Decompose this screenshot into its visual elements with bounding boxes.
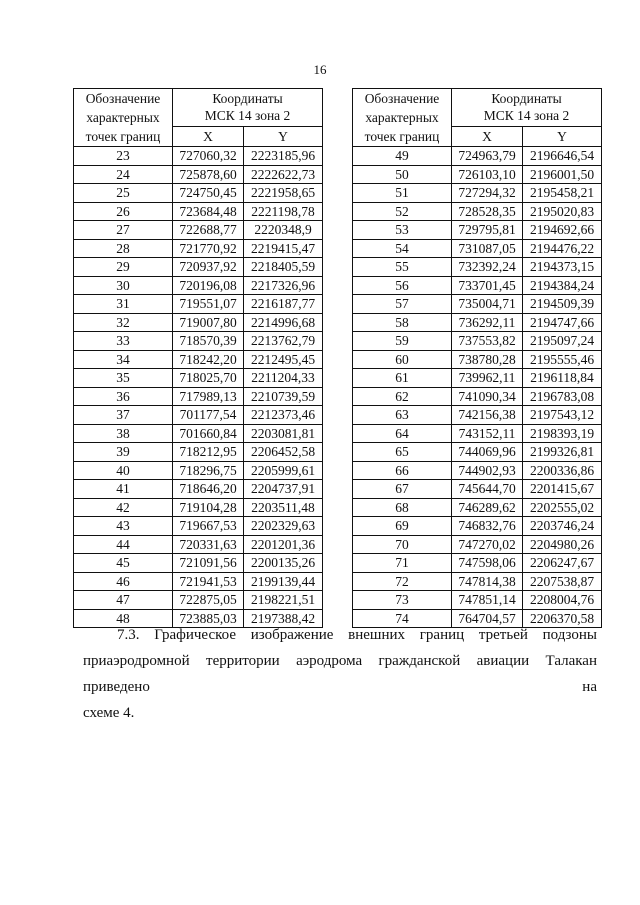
y-coordinate-cell: 2221958,65 [244, 184, 323, 203]
x-column-header: X [452, 126, 523, 146]
table-row [74, 369, 323, 388]
x-coordinate-cell: 733701,45 [452, 276, 523, 295]
point-number-cell: 54 [353, 239, 452, 258]
y-coordinate-cell: 2195458,21 [523, 184, 602, 203]
y-coordinate-cell: 2222622,73 [244, 165, 323, 184]
y-coordinate-cell: 2194509,39 [523, 295, 602, 314]
coordinates-table-right [352, 88, 602, 628]
x-coordinate-cell: 724963,79 [452, 147, 523, 166]
y-coordinate-cell: 2205999,61 [244, 461, 323, 480]
point-number-cell: 24 [74, 165, 173, 184]
x-coordinate-cell: 739962,11 [452, 369, 523, 388]
y-coordinate-cell: 2217326,96 [244, 276, 323, 295]
table-row [74, 239, 323, 258]
table-row [353, 313, 602, 332]
paragraph-line: схеме 4. [83, 705, 135, 721]
paragraph-line: 7.3. Графическое изображение внешних границ третьей подзоны [117, 627, 597, 643]
y-coordinate-cell: 2208004,76 [523, 591, 602, 610]
table-row [74, 221, 323, 240]
y-coordinate-cell: 2214996,68 [244, 313, 323, 332]
x-coordinate-cell: 718296,75 [173, 461, 244, 480]
y-coordinate-cell: 2207538,87 [523, 572, 602, 591]
point-number-cell: 61 [353, 369, 452, 388]
point-number-cell: 35 [74, 369, 173, 388]
x-coordinate-cell: 747270,02 [452, 535, 523, 554]
table-row [353, 202, 602, 221]
table-row [353, 221, 602, 240]
point-number-cell: 34 [74, 350, 173, 369]
y-column-header: Y [523, 126, 602, 146]
table-row [74, 295, 323, 314]
y-coordinate-cell: 2223185,96 [244, 147, 323, 166]
x-coordinate-cell: 725878,60 [173, 165, 244, 184]
x-coordinate-cell: 764704,57 [452, 609, 523, 628]
table-row [74, 276, 323, 295]
y-coordinate-cell: 2196118,84 [523, 369, 602, 388]
y-coordinate-cell: 2194692,66 [523, 221, 602, 240]
x-coordinate-cell: 722688,77 [173, 221, 244, 240]
table-row [74, 406, 323, 425]
x-coordinate-cell: 718025,70 [173, 369, 244, 388]
x-coordinate-cell: 747598,06 [452, 554, 523, 573]
point-number-cell: 26 [74, 202, 173, 221]
y-column-header: Y [244, 126, 323, 146]
table-row [353, 480, 602, 499]
point-number-cell: 36 [74, 387, 173, 406]
y-coordinate-cell: 2210739,59 [244, 387, 323, 406]
y-coordinate-cell: 2212373,46 [244, 406, 323, 425]
table-row [353, 498, 602, 517]
point-number-cell: 43 [74, 517, 173, 536]
x-coordinate-cell: 717989,13 [173, 387, 244, 406]
x-coordinate-cell: 728528,35 [452, 202, 523, 221]
x-coordinate-cell: 722875,05 [173, 591, 244, 610]
section-7-3-paragraph [83, 622, 597, 726]
point-number-cell: 48 [74, 609, 173, 628]
point-number-cell: 50 [353, 165, 452, 184]
table-row [353, 517, 602, 536]
table-row [74, 443, 323, 462]
y-coordinate-cell: 2201201,36 [244, 535, 323, 554]
table-row [74, 313, 323, 332]
coordinates-table-left [73, 88, 323, 628]
x-coordinate-cell: 726103,10 [452, 165, 523, 184]
point-designation-header: Обозначение характерных точек границ [74, 89, 173, 147]
point-number-cell: 62 [353, 387, 452, 406]
point-number-cell: 51 [353, 184, 452, 203]
x-coordinate-cell: 743152,11 [452, 424, 523, 443]
x-coordinate-cell: 741090,34 [452, 387, 523, 406]
x-coordinate-cell: 721770,92 [173, 239, 244, 258]
point-number-cell: 65 [353, 443, 452, 462]
point-number-cell: 59 [353, 332, 452, 351]
point-number-cell: 29 [74, 258, 173, 277]
point-number-cell: 28 [74, 239, 173, 258]
table-row [74, 517, 323, 536]
table-row [353, 369, 602, 388]
x-coordinate-cell: 718212,95 [173, 443, 244, 462]
page-number: 16 [313, 62, 327, 77]
y-coordinate-cell: 2218405,59 [244, 258, 323, 277]
y-coordinate-cell: 2197543,12 [523, 406, 602, 425]
table-row [74, 258, 323, 277]
y-coordinate-cell: 2211204,33 [244, 369, 323, 388]
x-coordinate-cell: 718646,20 [173, 480, 244, 499]
x-coordinate-cell: 721091,56 [173, 554, 244, 573]
y-coordinate-cell: 2195097,24 [523, 332, 602, 351]
y-coordinate-cell: 2194747,66 [523, 313, 602, 332]
table-row [353, 295, 602, 314]
point-number-cell: 68 [353, 498, 452, 517]
y-coordinate-cell: 2213762,79 [244, 332, 323, 351]
y-coordinate-cell: 2198221,51 [244, 591, 323, 610]
x-coordinate-cell: 701177,54 [173, 406, 244, 425]
y-coordinate-cell: 2203746,24 [523, 517, 602, 536]
y-coordinate-cell: 2200135,26 [244, 554, 323, 573]
y-coordinate-cell: 2195555,46 [523, 350, 602, 369]
x-coordinate-cell: 738780,28 [452, 350, 523, 369]
x-coordinate-cell: 724750,45 [173, 184, 244, 203]
table-row [353, 572, 602, 591]
table-row [74, 498, 323, 517]
point-number-cell: 40 [74, 461, 173, 480]
table-row [74, 202, 323, 221]
point-number-cell: 23 [74, 147, 173, 166]
point-number-cell: 55 [353, 258, 452, 277]
point-number-cell: 31 [74, 295, 173, 314]
y-coordinate-cell: 2204737,91 [244, 480, 323, 499]
point-number-cell: 47 [74, 591, 173, 610]
y-coordinate-cell: 2206452,58 [244, 443, 323, 462]
point-number-cell: 32 [74, 313, 173, 332]
point-number-cell: 52 [353, 202, 452, 221]
x-coordinate-cell: 746832,76 [452, 517, 523, 536]
point-number-cell: 63 [353, 406, 452, 425]
table-row [353, 184, 602, 203]
y-coordinate-cell: 2220348,9 [244, 221, 323, 240]
x-coordinate-cell: 732392,24 [452, 258, 523, 277]
table-row [74, 461, 323, 480]
point-number-cell: 64 [353, 424, 452, 443]
x-coordinate-cell: 718570,39 [173, 332, 244, 351]
y-coordinate-cell: 2195020,83 [523, 202, 602, 221]
point-designation-header: Обозначение характерных точек границ [353, 89, 452, 147]
point-number-cell: 39 [74, 443, 173, 462]
y-coordinate-cell: 2221198,78 [244, 202, 323, 221]
table-row [74, 591, 323, 610]
x-coordinate-cell: 723885,03 [173, 609, 244, 628]
y-coordinate-cell: 2194373,15 [523, 258, 602, 277]
table-row [353, 406, 602, 425]
x-coordinate-cell: 747814,38 [452, 572, 523, 591]
y-coordinate-cell: 2194384,24 [523, 276, 602, 295]
x-column-header: X [173, 126, 244, 146]
x-coordinate-cell: 746289,62 [452, 498, 523, 517]
table-row [353, 239, 602, 258]
y-coordinate-cell: 2197388,42 [244, 609, 323, 628]
y-coordinate-cell: 2199326,81 [523, 443, 602, 462]
y-coordinate-cell: 2202555,02 [523, 498, 602, 517]
point-number-cell: 45 [74, 554, 173, 573]
point-number-cell: 46 [74, 572, 173, 591]
table-row [74, 554, 323, 573]
y-coordinate-cell: 2204980,26 [523, 535, 602, 554]
table-row [74, 572, 323, 591]
x-coordinate-cell: 737553,82 [452, 332, 523, 351]
y-coordinate-cell: 2201415,67 [523, 480, 602, 499]
x-coordinate-cell: 727060,32 [173, 147, 244, 166]
x-coordinate-cell: 720937,92 [173, 258, 244, 277]
x-coordinate-cell: 736292,11 [452, 313, 523, 332]
table-row [353, 591, 602, 610]
y-coordinate-cell: 2219415,47 [244, 239, 323, 258]
x-coordinate-cell: 729795,81 [452, 221, 523, 240]
x-coordinate-cell: 720331,63 [173, 535, 244, 554]
x-coordinate-cell: 719551,07 [173, 295, 244, 314]
point-number-cell: 58 [353, 313, 452, 332]
coordinates-header: Координаты МСК 14 зона 2 [173, 89, 323, 127]
point-number-cell: 60 [353, 350, 452, 369]
table-row [74, 184, 323, 203]
y-coordinate-cell: 2194476,22 [523, 239, 602, 258]
x-coordinate-cell: 744902,93 [452, 461, 523, 480]
y-coordinate-cell: 2212495,45 [244, 350, 323, 369]
point-number-cell: 30 [74, 276, 173, 295]
point-number-cell: 73 [353, 591, 452, 610]
point-number-cell: 66 [353, 461, 452, 480]
y-coordinate-cell: 2196646,54 [523, 147, 602, 166]
point-number-cell: 42 [74, 498, 173, 517]
point-number-cell: 27 [74, 221, 173, 240]
y-coordinate-cell: 2202329,63 [244, 517, 323, 536]
x-coordinate-cell: 727294,32 [452, 184, 523, 203]
point-number-cell: 57 [353, 295, 452, 314]
y-coordinate-cell: 2196001,50 [523, 165, 602, 184]
y-coordinate-cell: 2203081,81 [244, 424, 323, 443]
x-coordinate-cell: 745644,70 [452, 480, 523, 499]
table-row [74, 387, 323, 406]
point-number-cell: 53 [353, 221, 452, 240]
x-coordinate-cell: 723684,48 [173, 202, 244, 221]
point-number-cell: 37 [74, 406, 173, 425]
point-number-cell: 25 [74, 184, 173, 203]
table-row [74, 165, 323, 184]
x-coordinate-cell: 719007,80 [173, 313, 244, 332]
table-row [74, 350, 323, 369]
y-coordinate-cell: 2200336,86 [523, 461, 602, 480]
point-number-cell: 44 [74, 535, 173, 554]
table-row [353, 387, 602, 406]
table-row [353, 424, 602, 443]
point-number-cell: 49 [353, 147, 452, 166]
x-coordinate-cell: 719667,53 [173, 517, 244, 536]
x-coordinate-cell: 720196,08 [173, 276, 244, 295]
table-row [353, 165, 602, 184]
point-number-cell: 69 [353, 517, 452, 536]
table-row [74, 332, 323, 351]
table-row [74, 424, 323, 443]
y-coordinate-cell: 2198393,19 [523, 424, 602, 443]
point-number-cell: 74 [353, 609, 452, 628]
y-coordinate-cell: 2199139,44 [244, 572, 323, 591]
point-number-cell: 56 [353, 276, 452, 295]
table-row [353, 147, 602, 166]
y-coordinate-cell: 2206247,67 [523, 554, 602, 573]
point-number-cell: 71 [353, 554, 452, 573]
x-coordinate-cell: 742156,38 [452, 406, 523, 425]
point-number-cell: 41 [74, 480, 173, 499]
table-row [74, 147, 323, 166]
table-row [353, 461, 602, 480]
x-coordinate-cell: 744069,96 [452, 443, 523, 462]
x-coordinate-cell: 731087,05 [452, 239, 523, 258]
paragraph-line: приаэродромной территории аэродрома гражданской авиации Талакан приведено на [83, 653, 597, 695]
table-row [353, 535, 602, 554]
point-number-cell: 38 [74, 424, 173, 443]
table-row [353, 554, 602, 573]
x-coordinate-cell: 719104,28 [173, 498, 244, 517]
table-row [74, 535, 323, 554]
x-coordinate-cell: 721941,53 [173, 572, 244, 591]
table-row [74, 480, 323, 499]
x-coordinate-cell: 701660,84 [173, 424, 244, 443]
table-row [353, 443, 602, 462]
y-coordinate-cell: 2216187,77 [244, 295, 323, 314]
table-row [353, 350, 602, 369]
point-number-cell: 33 [74, 332, 173, 351]
point-number-cell: 67 [353, 480, 452, 499]
x-coordinate-cell: 718242,20 [173, 350, 244, 369]
y-coordinate-cell: 2196783,08 [523, 387, 602, 406]
table-row [353, 332, 602, 351]
point-number-cell: 72 [353, 572, 452, 591]
coordinates-header: Координаты МСК 14 зона 2 [452, 89, 602, 127]
y-coordinate-cell: 2206370,58 [523, 609, 602, 628]
table-row [353, 258, 602, 277]
table-row [353, 276, 602, 295]
x-coordinate-cell: 747851,14 [452, 591, 523, 610]
x-coordinate-cell: 735004,71 [452, 295, 523, 314]
y-coordinate-cell: 2203511,48 [244, 498, 323, 517]
point-number-cell: 70 [353, 535, 452, 554]
